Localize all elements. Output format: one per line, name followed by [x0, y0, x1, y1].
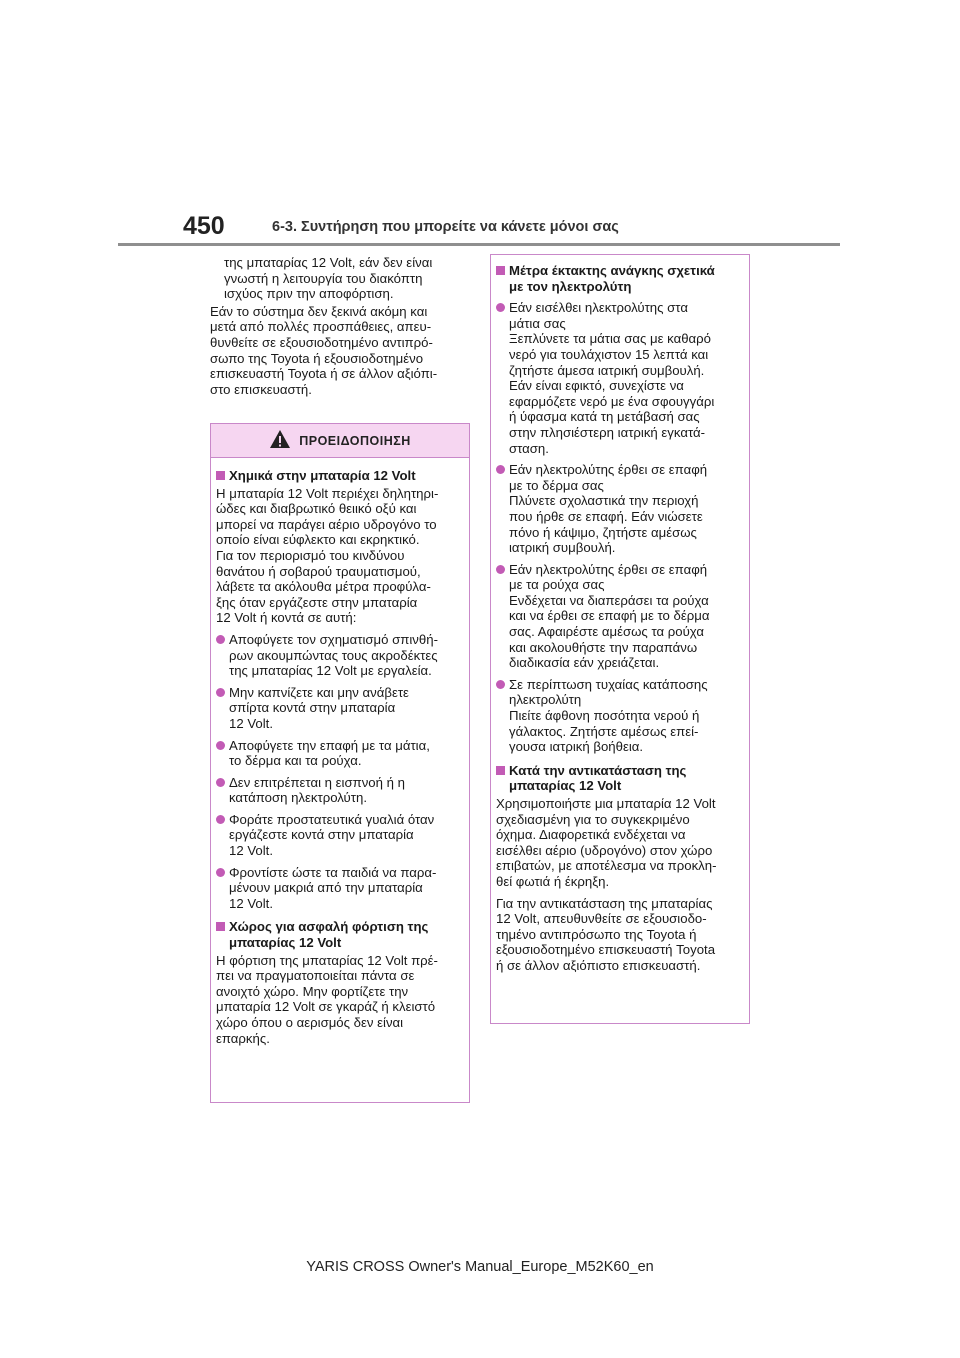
list-item-text: Φοράτε προστατευτικά γυαλιά όταν εργάζεστε κοντά στην μπαταρία 12 Volt.: [229, 811, 435, 859]
list-item: [216, 738, 464, 769]
list-item: [216, 632, 464, 679]
warning-body: [491, 255, 749, 982]
circle-bullet-icon: [496, 680, 505, 689]
circle-bullet-icon: [216, 868, 225, 877]
warning-section-text: Η μπαταρία 12 Volt περιέχει δηλητηρι- ώδες και διαβρωτικό θειικό οξύ και μπορεί να παράγει αέριο υδρογόνο το οποίο είναι εύφλεκτο και εκρηκτικό. Για τον περιορισμό του κινδύνου θανάτου ή σοβαρού τραυματισμού, λάβετε τα ακόλουθα μέτρα προφύλα- ξης όταν εργάζεστε στην μπαταρία 12 Volt ή κοντά σε αυτή:: [216, 485, 439, 626]
warning-section-text: Η φόρτιση της μπαταρίας 12 Volt πρέ- πει να πραγματοποιείται πάντα σε ανοιχτό χώρο. Μην φορτίζετε την μπαταρία 12 Volt σε γκαράζ ή κλειστό χώρο όπου ο αερισμός δεν είναι επαρκής.: [216, 952, 438, 1046]
warning-section-heading: [496, 263, 744, 294]
warning-box-continued: [490, 254, 750, 1024]
square-bullet-icon: [496, 766, 505, 775]
circle-bullet-icon: [216, 741, 225, 750]
section-title: 6-3. Συντήρηση που μπορείτε να κάνετε μόνοι σας: [272, 219, 619, 235]
circle-bullet-icon: [216, 815, 225, 824]
circle-bullet-icon: [496, 565, 505, 574]
footer: YARIS CROSS Owner's Manual_Europe_M52K60_en: [306, 1259, 654, 1275]
circle-bullet-icon: [496, 303, 505, 312]
list-item-text: Εάν ηλεκτρολύτης έρθει σε επαφή με το δέρμα σας Πλύνετε σχολαστικά την περιοχή που ήρθε σε επαφή. Εάν νιώσετε πόνο ή κάψιμο, ζητήστε αμέσως ιατρική συμβουλή.: [509, 462, 708, 556]
circle-bullet-icon: [496, 465, 505, 474]
circle-bullet-icon: [216, 778, 225, 787]
warning-section-heading: [496, 763, 744, 794]
list-item: [216, 775, 464, 806]
list-item: [216, 865, 464, 912]
list-item-text: Φροντίστε ώστε τα παιδιά να παρα- μένουν μακριά από την μπαταρία 12 Volt.: [229, 864, 437, 911]
square-bullet-icon: [216, 471, 225, 480]
paragraph: Χρησιμοποιήστε μια μπαταρία 12 Volt σχεδιασμένη για το συγκεκριμένο όχημα. Διαφορετικά ενδέχεται να εισέλθει αέριο (υδρογόνο) στον χώρο επιβατών, με αποτέλεσμα να προκλη- θεί φωτιά ή έκρηξη.: [496, 796, 717, 889]
list-item: [496, 462, 744, 556]
list-item: [216, 812, 464, 859]
warning-section-heading: [216, 919, 464, 950]
warning-triangle-icon: [269, 429, 291, 452]
circle-bullet-icon: [216, 688, 225, 697]
list-item: [496, 677, 744, 755]
warning-box: [210, 423, 470, 1103]
warning-section-heading: [216, 468, 464, 484]
list-item: [496, 562, 744, 671]
list-item-text: Αποφύγετε την επαφή με τα μάτια, το δέρμα και τα ρούχα.: [229, 737, 430, 769]
list-item-text: Εάν ηλεκτρολύτης έρθει σε επαφή με τα ρούχα σας Ενδέχεται να διαπεράσει τα ρούχα και να έρθει σε επαφή με το δέρμα σας. Αφαιρέστε αμέσως τα ρούχα και ακολουθήστε την παραπάνω διαδικασία εάν χρειάζεται.: [509, 561, 710, 671]
heading-text: Κατά την αντικατάσταση της μπαταρίας 12 Volt: [509, 762, 687, 794]
circle-bullet-icon: [216, 635, 225, 644]
list-item-text: Αποφύγετε τον σχηματισμό σπινθή- ρων ακουμπώντας τους ακροδέκτες της μπαταρίας 12 Volt με εργαλεία.: [229, 631, 438, 679]
warning-title: ΠΡΟΕΙΔΟΠΟΙΗΣΗ: [299, 433, 411, 448]
warning-body: [211, 458, 469, 1054]
paragraph: Για την αντικατάσταση της μπαταρίας 12 Volt, απευθυνθείτε σε εξουσιοδο- τημένο αντιπρόσωπο της Toyota ή εξουσιοδοτημένο επισκευαστή Toyota ή σε άλλον αξιόπιστο επισκευαστή.: [496, 895, 716, 973]
left-column: [210, 255, 470, 397]
heading-text: Μέτρα έκτακτης ανάγκης σχετικά με τον ηλεκτρολύτη: [509, 263, 715, 294]
list-item-text: Εάν εισέλθει ηλεκτρολύτης στα μάτια σας Ξεπλύνετε τα μάτια σας με καθαρό νερό για τουλάχιστον 15 λεπτά και ζητήστε άμεσα ιατρική συμβουλή. Εάν είναι εφικτό, συνεχίστε να εφαρμόζετε νερό με ένα σφουγγάρι ή ύφασμα κατά τη μετάβασή σας στην πλησιέστερη ιατρική εγκατά- σταση.: [509, 300, 715, 456]
header-rule: [118, 243, 840, 246]
square-bullet-icon: [496, 266, 505, 275]
square-bullet-icon: [216, 922, 225, 931]
warning-header: [211, 424, 469, 458]
page-number: 450: [183, 212, 225, 240]
list-item-text: Σε περίπτωση τυχαίας κατάποσης ηλεκτρολύτη Πιείτε άφθονη ποσότητα νερού ή γάλακτος. Ζητήστε αμέσως επεί- γουσα ιατρική βοήθεια.: [509, 676, 708, 755]
list-item: [496, 300, 744, 456]
heading-text: Χώρος για ασφαλή φόρτιση της μπαταρίας 12 Volt: [229, 919, 429, 951]
heading-text: Χημικά στην μπαταρία 12 Volt: [229, 468, 416, 483]
list-item-text: Δεν επιτρέπεται η εισπνοή ή η κατάποση ηλεκτρολύτη.: [229, 774, 405, 806]
list-item: [216, 685, 464, 732]
intro-paragraph: Εάν το σύστημα δεν ξεκινά ακόμη και μετά από πολλές προσπάθειες, απευ- θυνθείτε σε εξουσιοδοτημένο αντιπρό- σωπο της Toyota ή εξουσιοδοτημένο επισκευαστή Toyota ή σε άλλον αξιόπι- στο επισκευαστή.: [210, 303, 438, 397]
list-item-text: Μην καπνίζετε και μην ανάβετε σπίρτα κοντά στην μπαταρία 12 Volt.: [229, 684, 409, 731]
continued-text: της μπαταρίας 12 Volt, εάν δεν είναι γνωστή η λειτουργία του διακόπτη ισχύος πριν την αποφόρτιση.: [224, 255, 433, 302]
